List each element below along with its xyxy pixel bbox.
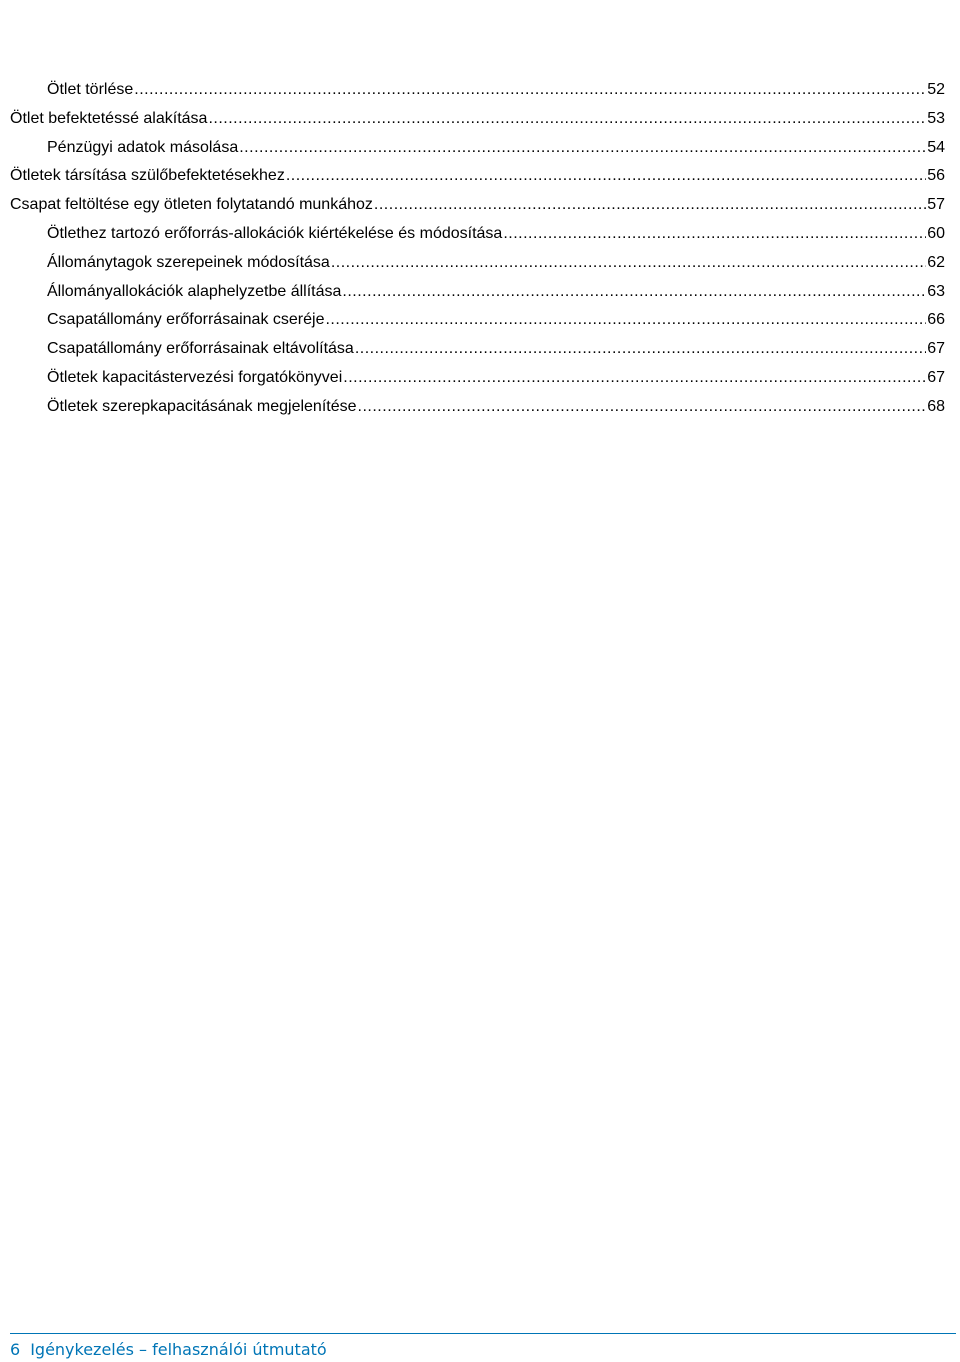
toc-entry[interactable] <box>0 162 960 191</box>
toc-entry-title: Ötletek társítása szülőbefektetésekhez <box>10 167 285 185</box>
toc-entry-title: Ötlet befektetéssé alakítása <box>10 109 208 127</box>
toc-dot-leader <box>286 162 926 190</box>
toc-entry-page: 68 <box>927 397 945 415</box>
toc-entry[interactable] <box>0 278 960 307</box>
toc-entry[interactable] <box>0 249 960 278</box>
toc-dot-leader <box>503 220 926 248</box>
page-footer <box>10 1340 327 1360</box>
toc-dot-leader <box>325 306 926 334</box>
toc-entry-title: Állományallokációk alaphelyzetbe állítása <box>47 282 342 300</box>
toc-entry-page: 52 <box>927 81 945 98</box>
toc-entry[interactable] <box>0 220 960 249</box>
toc-entry-title: Csapatállomány erőforrásainak cseréje <box>47 311 325 329</box>
toc-entry[interactable] <box>0 306 960 335</box>
toc-entry[interactable] <box>0 76 960 105</box>
toc-entry[interactable] <box>0 191 960 220</box>
toc-dot-leader <box>358 393 927 421</box>
toc-entry-title: Állománytagok szerepeinek módosítása <box>47 253 330 271</box>
toc-entry[interactable] <box>0 105 960 134</box>
toc-entry-title: Ötlet törlése <box>47 81 134 98</box>
toc-dot-leader <box>208 105 926 133</box>
toc-entry-page: 56 <box>927 167 945 185</box>
footer-doc-title: Igénykezelés – felhasználói útmutató <box>30 1340 327 1359</box>
toc-entry-title: Csapatállomány erőforrásainak eltávolítása <box>47 340 354 358</box>
toc-dot-leader <box>239 134 926 162</box>
toc-entry-title: Ötletek szerepkapacitásának megjelenítése <box>47 397 357 415</box>
toc-entry-title: Ötletek kapacitástervezési forgatókönyvei <box>47 368 343 386</box>
footer-page-number: 6 <box>10 1340 21 1359</box>
toc-entry-page: 60 <box>927 224 945 242</box>
toc-entry-page: 53 <box>927 109 945 127</box>
toc-dot-leader <box>374 191 926 219</box>
toc-entry-page: 62 <box>927 253 945 271</box>
toc-entry-page: 66 <box>927 311 945 329</box>
toc-entry-page: 67 <box>927 340 945 358</box>
toc-entry-page: 67 <box>927 368 945 386</box>
toc-entry-page: 63 <box>927 282 945 300</box>
toc-entry-title: Pénzügyi adatok másolása <box>47 138 239 156</box>
toc-dot-leader <box>355 335 926 363</box>
toc-dot-leader <box>343 364 926 392</box>
footer-divider <box>10 1333 956 1334</box>
toc-entry-page: 57 <box>927 196 945 214</box>
toc-entry[interactable] <box>0 134 960 163</box>
toc-dot-leader <box>134 76 926 104</box>
toc-dot-leader <box>342 278 926 306</box>
toc-entry-title: Csapat feltöltése egy ötleten folytatandó munkához <box>10 196 373 214</box>
table-of-contents <box>0 76 960 422</box>
toc-dot-leader <box>331 249 926 277</box>
toc-entry[interactable] <box>0 335 960 364</box>
toc-entry-page: 54 <box>927 138 945 156</box>
toc-entry[interactable] <box>0 364 960 393</box>
toc-entry-title: Ötlethez tartozó erőforrás-allokációk kiértékelése és módosítása <box>47 224 503 242</box>
toc-entry[interactable] <box>0 393 960 422</box>
